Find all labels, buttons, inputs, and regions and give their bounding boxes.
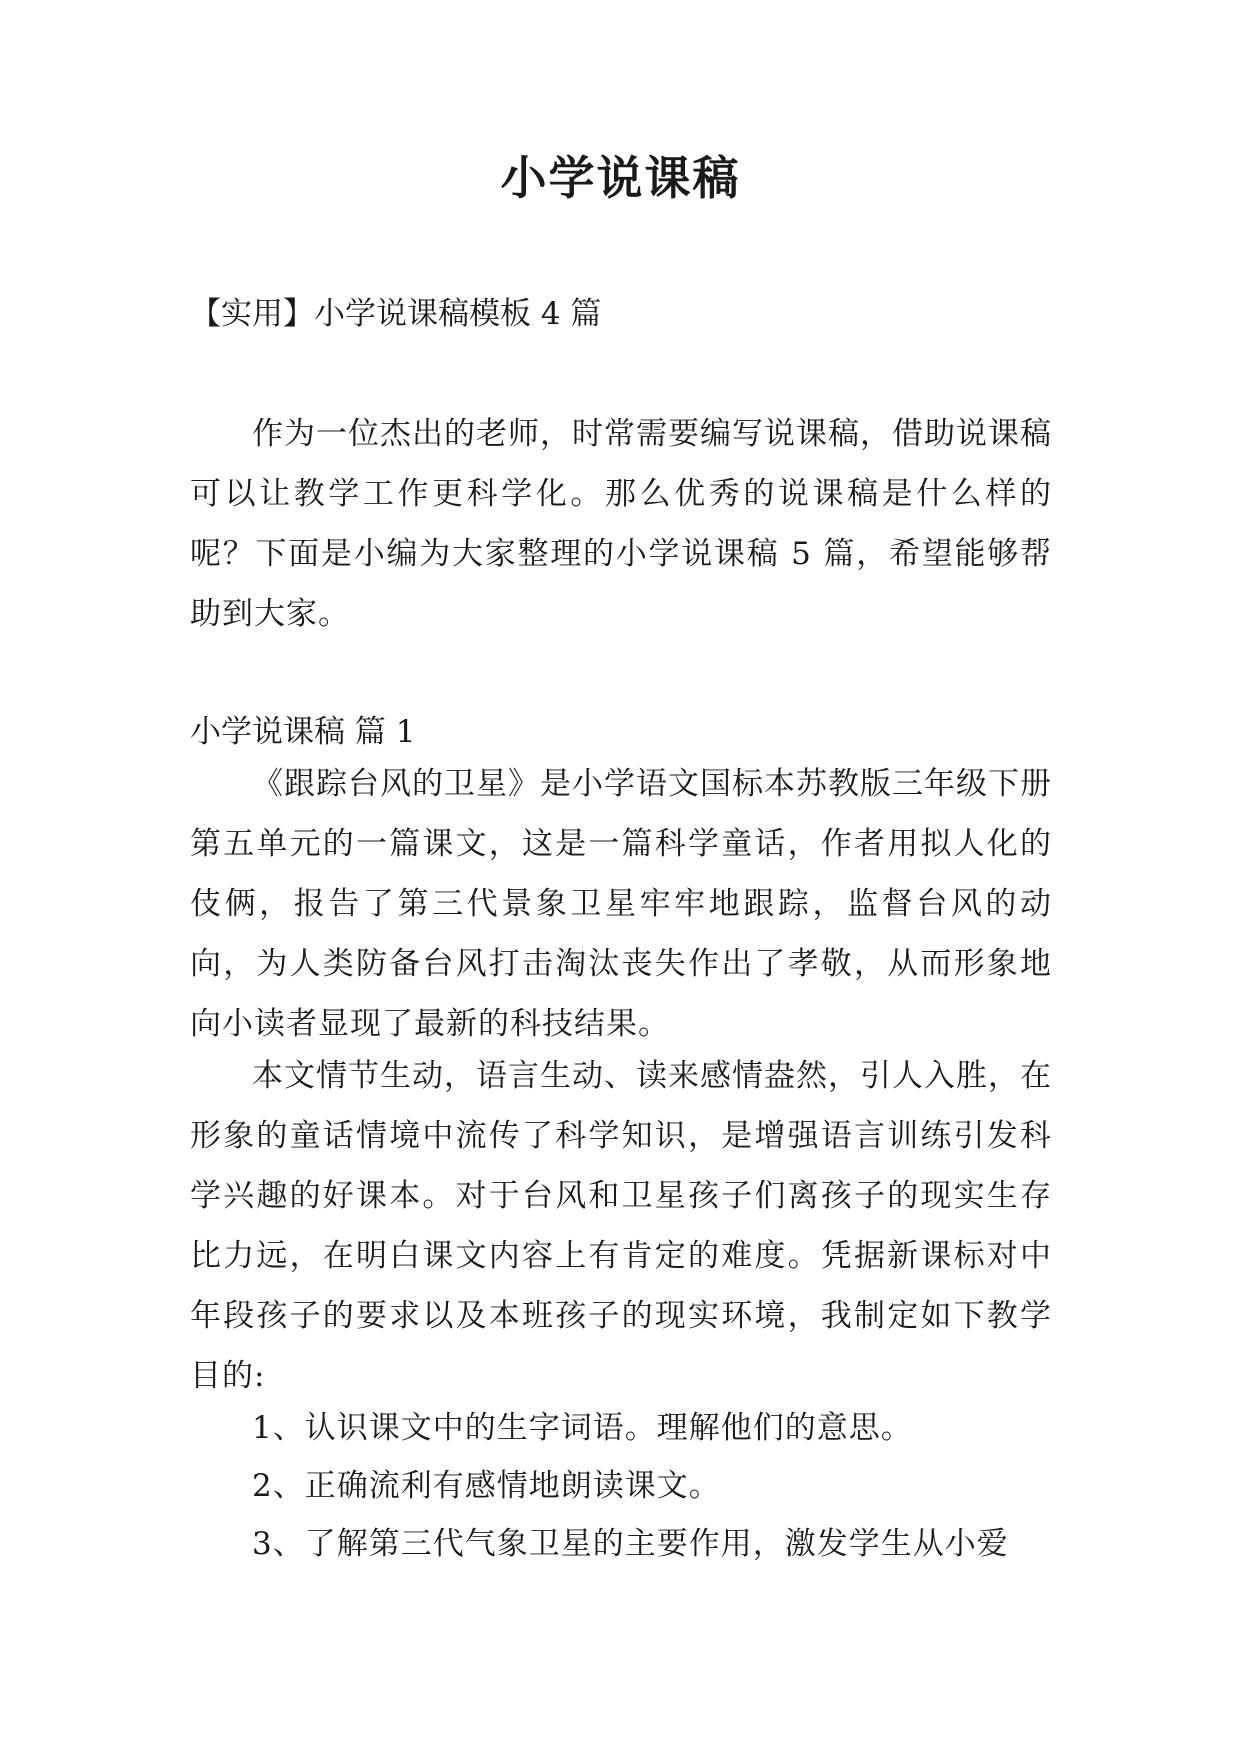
document-title: 小学说课稿	[500, 151, 741, 205]
body-paragraph: 《跟踪台风的卫星》是小学语文国标本苏教版三年级下册第五单元的一篇课文，这是一篇科学童话，作者用拟人化的伎俩，报告了第三代景象卫星牢牢地跟踪，监督台风的动向，为人类防备台风打击淘汰丧失作出了孝敬，从而形象地向小读者显现了最新的科技结果。	[190, 766, 1052, 1042]
goal-item: 3、了解第三代气象卫星的主要作用，激发学生从小爱	[252, 1526, 1009, 1562]
section-heading: 小学说课稿 篇 1	[190, 714, 416, 750]
intro-paragraph: 作为一位杰出的老师，时常需要编写说课稿，借助说课稿可以让教学工作更科学化。那么优秀的说课稿是什么样的呢？下面是小编为大家整理的小学说课稿 5 篇，希望能够帮助到大家。	[190, 416, 1052, 632]
body-paragraph: 本文情节生动，语言生动、读来感情盎然，引人入胜，在形象的童话情境中流传了科学知识，是增强语言训练引发科学兴趣的好课本。对于台风和卫星孩子们离孩子的现实生存比力远，在明白课文内容上有肯定的难度。凭据新课标对中年段孩子的要求以及本班孩子的现实环境，我制定如下教学目的:	[190, 1058, 1052, 1394]
goal-item: 2、正确流利有感情地朗读课文。	[252, 1468, 721, 1504]
goal-item: 1、认识课文中的生字词语。理解他们的意思。	[252, 1410, 913, 1446]
document-subtitle: 【实用】小学说课稿模板 4 篇	[190, 296, 602, 332]
